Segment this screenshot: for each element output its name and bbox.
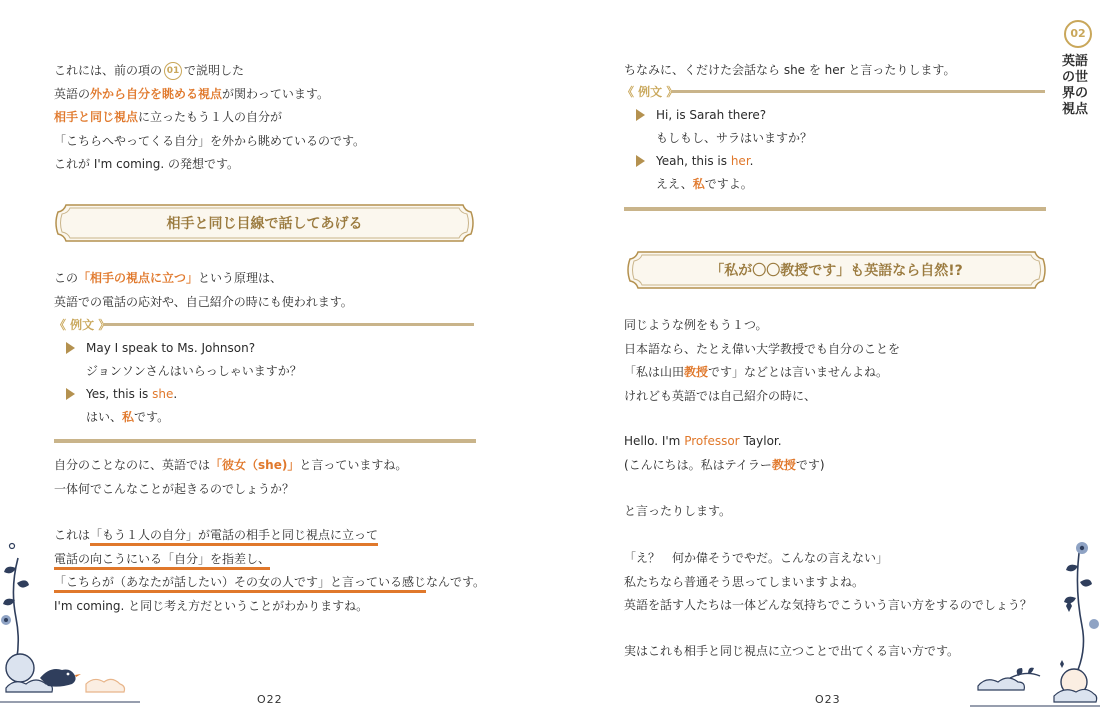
highlight-word: she [152,387,174,401]
text-line [54,86,329,102]
text-run: 英語の [54,86,91,101]
example-english [656,107,766,123]
text-run: ええ、 [656,177,693,191]
text-run: . [173,387,178,401]
emphasis-text: 私 [122,410,135,424]
text-run: Hi, is Sarah there? [656,108,767,122]
text-run: Hello. I'm [624,434,685,448]
example-end-rule [624,207,1046,211]
example-rule [672,90,1045,93]
text-line [54,156,239,172]
example-japanese [656,176,753,192]
underlined-text: 電話の向こうにいる「自分」を指差し、 [54,552,270,570]
bullet-triangle-icon [636,109,645,121]
chapter-title-vertical: 英語の世界の視点 [1062,54,1089,117]
example-end-rule [54,439,476,443]
text-run: Taylor. [739,434,782,448]
text-run: Yeah, this is [656,154,731,168]
bullet-triangle-icon [636,155,645,167]
example-label: 《 例文 》 [622,85,679,99]
text-run: 私たちなら普通そう思ってしまいますよね。 [624,574,865,589]
example-english [86,386,177,402]
text-run: 「私は山田 [624,365,685,379]
text-run: はい、 [86,410,123,424]
text-run: 同じような例をもう１つ。 [624,318,768,332]
floral-decoration-right [970,536,1100,724]
text-run: です) [795,457,825,472]
text-run: 実はこれも相手と同じ視点に立つことで出てくる言い方です。 [624,644,960,658]
chapter-number-badge: 02 [1064,20,1092,48]
text-run: けれども英語では自己紹介の時に、 [624,388,817,403]
text-line [54,133,365,149]
text-run: (こんにちは。私はテイラー [624,457,772,472]
emphasis-text: 外から自分を眺める視点 [90,86,223,101]
emphasis-text: 「相手の視点に立つ」 [78,271,199,285]
text-run: 「こちらへやってくる自分」を外から眺めているのです。 [54,133,366,148]
section-heading-banner [624,250,1049,290]
text-run: ですよ。 [704,177,753,191]
text-run: 英語を話す人たちは一体どんな気持ちでこういう言い方をするのでしょう？ [624,598,1032,612]
example-japanese [86,363,302,379]
text-run: です。 [134,410,170,424]
banner-title: 「私が〇〇教授です」も英語なら自然!? [710,263,963,279]
text-line [54,270,282,286]
example-label: 《 例文 》 [54,318,111,332]
text-line [624,457,825,473]
text-run: これは [54,528,91,542]
bullet-triangle-icon [66,388,75,400]
text-line [54,481,294,497]
text-line [624,574,864,590]
text-run: . [749,154,754,168]
example-japanese [656,130,812,146]
text-line [624,550,888,566]
text-run: という原理は、 [198,271,283,285]
text-line [54,62,244,80]
text-run: なんです。 [426,575,486,589]
text-line [624,317,768,333]
emphasis-text: 教授 [771,457,796,472]
text-run: と言ったりします。 [624,504,732,518]
text-run: 一体何でこんなことが起きるのでしょうか？ [54,481,295,496]
text-run: May I speak to Ms. Johnson? [86,341,256,355]
emphasis-text: 私 [692,177,705,191]
text-run: 「え？ 何か偉そうでやだ。こんなの言えない」 [624,551,889,565]
text-line [624,62,955,78]
text-run: が関わっています。 [222,86,329,101]
example-english [656,153,753,169]
text-line [624,341,900,357]
page-number: O22 [257,693,283,706]
text-run: この [54,271,79,285]
text-run: これが I'm coming. の発想です。 [54,157,240,171]
text-run: 自分のことなのに、英語では [54,458,211,472]
text-run: I'm coming. と同じ考え方だということがわかりますね。 [54,598,369,613]
text-run: ジョンソンさんはいらっしゃいますか？ [86,364,302,378]
text-line [624,433,782,449]
emphasis-text: 相手と同じ視点 [54,110,139,124]
text-line [624,364,888,380]
text-line [54,457,407,473]
text-run: 日本語なら、たとえ偉い大学教授でも自分のことを [624,341,901,356]
text-line [624,388,816,404]
example-english [86,340,255,356]
text-line [624,503,731,519]
text-run: これには、前の項の [54,63,163,78]
floral-decoration-left [0,538,140,724]
text-run: に立ったもう１人の自分が [138,110,283,124]
example-rule [104,323,474,326]
highlight-word: Professor [684,434,740,448]
text-run: 英語での電話の応対や、自己紹介の時にも使われます。 [54,294,353,309]
text-run: で説明した [184,63,245,78]
underlined-text: 「もう１人の自分」が電話の相手と同じ視点に立って [90,528,378,546]
banner-title: 相手と同じ目線で話してあげる [166,216,363,232]
page-number: O23 [815,693,841,706]
text-run: もしもし、サラはいますか？ [656,131,813,145]
emphasis-text: 「彼女（she)」 [210,458,300,472]
text-run: Yes, this is [86,387,153,401]
highlight-word: her [730,154,750,168]
section-ref-badge: 01 [164,62,182,80]
bullet-triangle-icon [66,342,75,354]
underlined-text: 「こちらが（あなたが話したい）その女の人です」と言っている感じ [54,575,426,593]
text-line [54,294,353,310]
text-line [54,109,282,125]
text-run: です」などとは言いませんよね。 [708,365,889,379]
section-heading-banner [52,203,477,243]
text-run: と言っていますね。 [299,458,408,472]
text-line [624,643,959,659]
emphasis-text: 教授 [684,365,709,379]
text-run: ちなみに、くだけた会話なら she を her と言ったりします。 [624,63,956,77]
example-japanese [86,409,169,425]
